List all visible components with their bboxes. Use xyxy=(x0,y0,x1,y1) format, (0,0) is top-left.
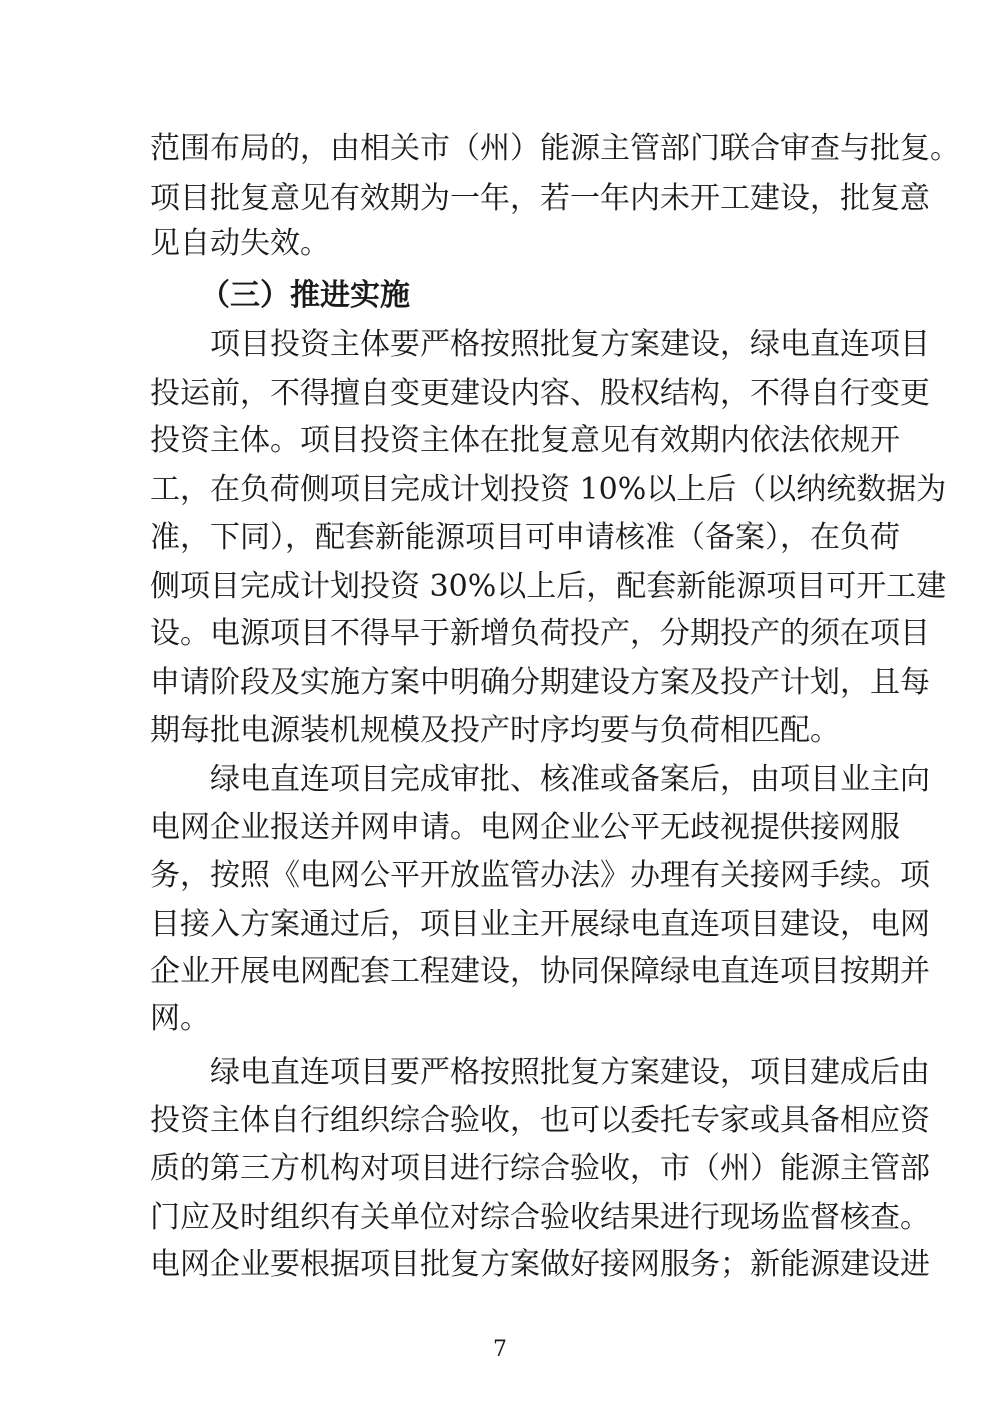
text-line: 绿电直连项目完成审批、核准或备案后，由项目业主向 xyxy=(210,762,930,797)
text-line: 项目批复意见有效期为一年，若一年内未开工建设，批复意 xyxy=(150,181,930,216)
text-line: 侧项目完成计划投资 30%以上后，配套新能源项目可开工建 xyxy=(150,569,947,604)
text-line: 投资主体。项目投资主体在批复意见有效期内依法依规开 xyxy=(150,423,900,458)
text-line: 投运前，不得擅自变更建设内容、股权结构，不得自行变更 xyxy=(150,376,930,411)
text-line: 范围布局的，由相关市（州）能源主管部门联合审查与批复。 xyxy=(150,131,960,166)
text-line: 准，下同），配套新能源项目可申请核准（备案），在负荷 xyxy=(150,520,900,555)
text-line: 务，按照《电网公平开放监管办法》办理有关接网手续。项 xyxy=(150,858,930,893)
text-line: 电网企业报送并网申请。电网企业公平无歧视提供接网服 xyxy=(150,810,900,845)
text-line: 设。电源项目不得早于新增负荷投产，分期投产的须在项目 xyxy=(150,616,930,651)
text-line: 企业开展电网配套工程建设，协同保障绿电直连项目按期并 xyxy=(150,954,930,989)
text-line: 门应及时组织有关单位对综合验收结果进行现场监督核查。 xyxy=(150,1200,930,1235)
text-line: 电网企业要根据项目批复方案做好接网服务；新能源建设进 xyxy=(150,1247,930,1282)
text-line: 目接入方案通过后，项目业主开展绿电直连项目建设，电网 xyxy=(150,907,930,942)
text-line: 网。 xyxy=(150,1001,210,1036)
page-number: 7 xyxy=(493,1337,507,1362)
text-line: 质的第三方机构对项目进行综合验收，市（州）能源主管部 xyxy=(150,1151,930,1186)
text-line: 期每批电源装机规模及投产时序均要与负荷相匹配。 xyxy=(150,713,840,748)
text-line: 项目投资主体要严格按照批复方案建设，绿电直连项目 xyxy=(210,327,930,362)
section-heading: （三）推进实施 xyxy=(200,278,410,313)
text-line: 绿电直连项目要严格按照批复方案建设，项目建成后由 xyxy=(210,1055,930,1090)
text-line: 申请阶段及实施方案中明确分期建设方案及投产计划，且每 xyxy=(150,665,930,700)
text-line: 工，在负荷侧项目完成计划投资 10%以上后（以纳统数据为 xyxy=(150,472,947,507)
text-line: 见自动失效。 xyxy=(150,226,330,261)
text-line: 投资主体自行组织综合验收，也可以委托专家或具备相应资 xyxy=(150,1103,930,1138)
